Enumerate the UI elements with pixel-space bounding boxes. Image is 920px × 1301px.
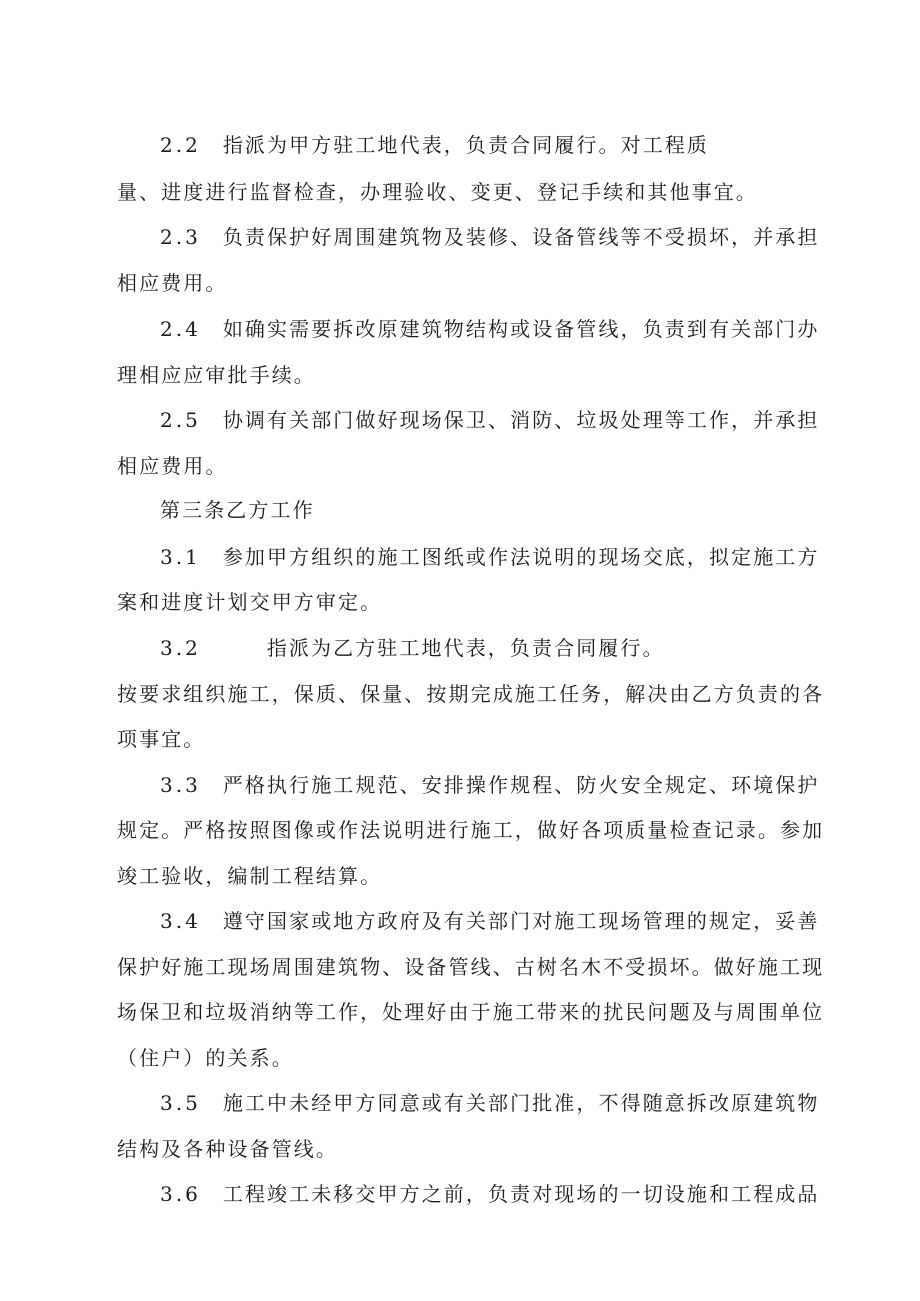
clause-3-3-line-2 bbox=[117, 818, 824, 842]
clause-3-3-line-1 bbox=[160, 773, 820, 797]
clause-text: 按要求组织施工，保质、保量、按期完成施工任务，解决由乙方负责的各 bbox=[117, 682, 825, 706]
clause-text: 项事宜。 bbox=[117, 727, 206, 751]
clause-3-2-line-1 bbox=[160, 636, 665, 660]
clause-3-1-line-1 bbox=[160, 545, 820, 569]
clause-text: （住户）的关系。 bbox=[117, 1046, 294, 1070]
section-heading-text: 第三条乙方工作 bbox=[160, 498, 315, 522]
clause-text: 规定。严格按照图像或作法说明进行施工，做好各项质量检查记录。参加 bbox=[117, 818, 825, 842]
clause-text: 施工中未经甲方同意或有关部门批准，不得随意拆改原建筑物 bbox=[222, 1091, 820, 1115]
clause-2-3-line-2 bbox=[117, 271, 228, 295]
clause-text: 如确实需要拆改原建筑物结构或设备管线，负责到有关部门办 bbox=[222, 317, 820, 341]
clause-number: 3.6 bbox=[160, 1182, 201, 1206]
clause-text: 遵守国家或地方政府及有关部门对施工现场管理的规定，妥善 bbox=[222, 909, 820, 933]
clause-2-4-line-2 bbox=[117, 363, 316, 387]
clause-number: 2.3 bbox=[160, 225, 201, 249]
clause-2-5-line-1 bbox=[160, 408, 820, 432]
clause-text: 协调有关部门做好现场保卫、消防、垃圾处理等工作，并承担 bbox=[222, 408, 820, 432]
clause-2-2-line-1 bbox=[160, 133, 709, 157]
clause-text: 参加甲方组织的施工图纸或作法说明的现场交底，拟定施工方 bbox=[222, 545, 820, 569]
clause-text: 工程竣工未移交甲方之前，负责对现场的一切设施和工程成品 bbox=[222, 1182, 820, 1206]
clause-2-5-line-2 bbox=[117, 454, 228, 478]
clause-3-4-line-3 bbox=[117, 1000, 824, 1024]
clause-2-4-line-1 bbox=[160, 317, 820, 341]
clause-text: 相应费用。 bbox=[117, 271, 228, 295]
clause-text: 竣工验收，编制工程结算。 bbox=[117, 864, 383, 888]
clause-3-2-line-2 bbox=[117, 682, 824, 706]
clause-text: 指派为乙方驻工地代表，负责合同履行。 bbox=[266, 636, 665, 660]
clause-number: 2.2 bbox=[160, 133, 201, 157]
clause-3-4-line-4 bbox=[117, 1046, 294, 1070]
clause-3-4-line-1 bbox=[160, 909, 820, 933]
clause-3-4-line-2 bbox=[117, 955, 824, 979]
clause-3-1-line-2 bbox=[117, 590, 382, 614]
clause-text: 指派为甲方驻工地代表，负责合同履行。对工程质 bbox=[222, 133, 710, 157]
clause-text: 案和进度计划交甲方审定。 bbox=[117, 590, 383, 614]
clause-text: 场保卫和垃圾消纳等工作，处理好由于施工带来的扰民问题及与周围单位 bbox=[117, 1000, 825, 1024]
clause-3-5-line-1 bbox=[160, 1091, 820, 1115]
clause-3-5-line-2 bbox=[117, 1137, 338, 1161]
clause-number: 3.2 bbox=[160, 636, 201, 660]
clause-number: 3.3 bbox=[160, 773, 201, 797]
clause-number: 2.4 bbox=[160, 317, 201, 341]
clause-2-2-line-2 bbox=[117, 180, 758, 204]
clause-3-6-line-1 bbox=[160, 1182, 820, 1206]
clause-text: 严格执行施工规范、安排操作规程、防火安全规定、环境保护 bbox=[222, 773, 820, 797]
clause-3-2-line-3 bbox=[117, 727, 205, 751]
clause-text: 理相应应审批手续。 bbox=[117, 363, 316, 387]
clause-number: 3.5 bbox=[160, 1091, 201, 1115]
clause-text: 量、进度进行监督检查，办理验收、变更、登记手续和其他事宜。 bbox=[117, 180, 758, 204]
clause-text: 相应费用。 bbox=[117, 454, 228, 478]
clause-text: 结构及各种设备管线。 bbox=[117, 1137, 338, 1161]
clause-number: 2.5 bbox=[160, 408, 201, 432]
clause-3-3-line-3 bbox=[117, 864, 382, 888]
clause-text: 负责保护好周围建筑物及装修、设备管线等不受损坏，并承担 bbox=[222, 225, 820, 249]
clause-number: 3.4 bbox=[160, 909, 201, 933]
clause-number: 3.1 bbox=[160, 545, 201, 569]
section-heading-3 bbox=[160, 498, 315, 522]
clause-text: 保护好施工现场周围建筑物、设备管线、古树名木不受损坏。做好施工现 bbox=[117, 955, 825, 979]
clause-2-3-line-1 bbox=[160, 225, 820, 249]
